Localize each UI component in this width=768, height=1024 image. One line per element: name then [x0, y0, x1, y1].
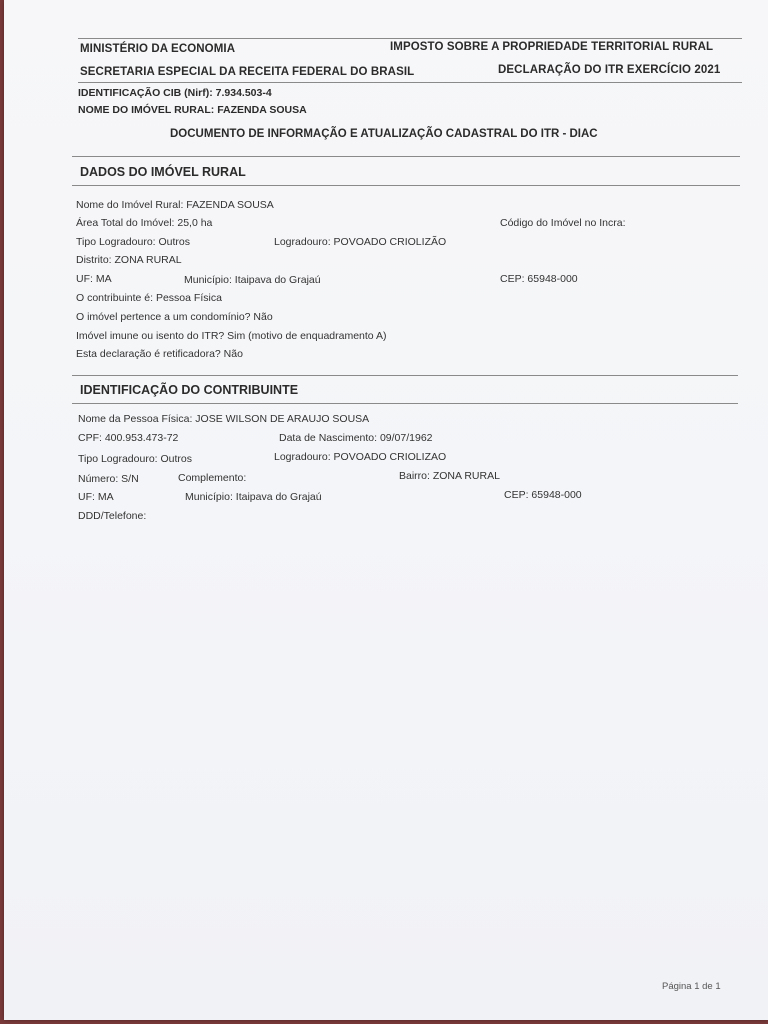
taxpayer-street-type: Tipo Logradouro: Outros [78, 453, 193, 465]
condominium-question: O imóvel pertence a um condomínio? Não [76, 311, 273, 323]
taxpayer-cpf: CPF: 400.953.473-72 [78, 432, 179, 444]
property-street-type: Tipo Logradouro: Outros [76, 236, 191, 248]
property-uf: UF: MA [76, 273, 112, 285]
taxpayer-municipality: Município: Itaipava do Grajaú [185, 491, 322, 503]
taxpayer-cep: CEP: 65948-000 [504, 489, 582, 501]
property-municipality: Município: Itaipava do Grajaú [184, 274, 321, 286]
taxpayer-phone: DDD/Telefone: [78, 510, 147, 522]
property-area: Área Total do Imóvel: 25,0 ha [76, 217, 213, 229]
taxpayer-number: Número: S/N [78, 473, 139, 485]
property-street: Logradouro: POVOADO CRIOLIZÃO [274, 236, 447, 248]
header-mid-rule [78, 82, 742, 83]
taxpayer-birth-date: Data de Nascimento: 09/07/1962 [279, 432, 433, 444]
taxpayer-complement: Complemento: [178, 472, 247, 484]
taxpayer-section-bottom-rule [72, 403, 738, 404]
taxpayer-section-title: IDENTIFICAÇÃO DO CONTRIBUINTE [80, 383, 299, 397]
property-section-title: DADOS DO IMÓVEL RURAL [80, 165, 246, 179]
property-section-top-rule [72, 156, 740, 157]
rectifying-question: Esta declaração é retificadora? Não [76, 348, 243, 360]
incra-code: Código do Imóvel no Incra: [500, 217, 626, 229]
property-section-bottom-rule [72, 185, 740, 186]
header-top-rule [78, 38, 742, 39]
tax-label: IMPOSTO SOBRE A PROPRIEDADE TERRITORIAL RURAL [390, 41, 714, 53]
taxpayer-section-top-rule [72, 375, 738, 376]
taxpayer-neighborhood: Bairro: ZONA RURAL [399, 470, 500, 482]
property-name-header: NOME DO IMÓVEL RURAL: FAZENDA SOUSA [78, 104, 307, 116]
page-counter: Página 1 de 1 [662, 981, 721, 992]
secretariat-label: SECRETARIA ESPECIAL DA RECEITA FEDERAL DO BRASIL [80, 66, 415, 78]
document-title: DOCUMENTO DE INFORMAÇÃO E ATUALIZAÇÃO CADASTRAL DO ITR - DIAC [170, 128, 598, 140]
property-name: Nome do Imóvel Rural: FAZENDA SOUSA [76, 199, 274, 211]
taxpayer-name: Nome da Pessoa Física: JOSE WILSON DE ARAUJO SOUSA [78, 413, 370, 425]
exempt-question: Imóvel imune ou isento do ITR? Sim (motivo de enquadramento A) [76, 330, 387, 342]
property-district: Distrito: ZONA RURAL [76, 254, 182, 266]
ministry-label: MINISTÉRIO DA ECONOMIA [80, 43, 236, 55]
taxpayer-uf: UF: MA [78, 491, 114, 503]
taxpayer-type: O contribuinte é: Pessoa Física [76, 292, 222, 304]
document-page [4, 0, 768, 1020]
declaration-label: DECLARAÇÃO DO ITR EXERCÍCIO 2021 [498, 64, 721, 76]
cib-label: IDENTIFICAÇÃO CIB (Nirf): 7.934.503-4 [78, 87, 272, 99]
property-cep: CEP: 65948-000 [500, 273, 578, 285]
taxpayer-street: Logradouro: POVOADO CRIOLIZAO [274, 451, 447, 463]
